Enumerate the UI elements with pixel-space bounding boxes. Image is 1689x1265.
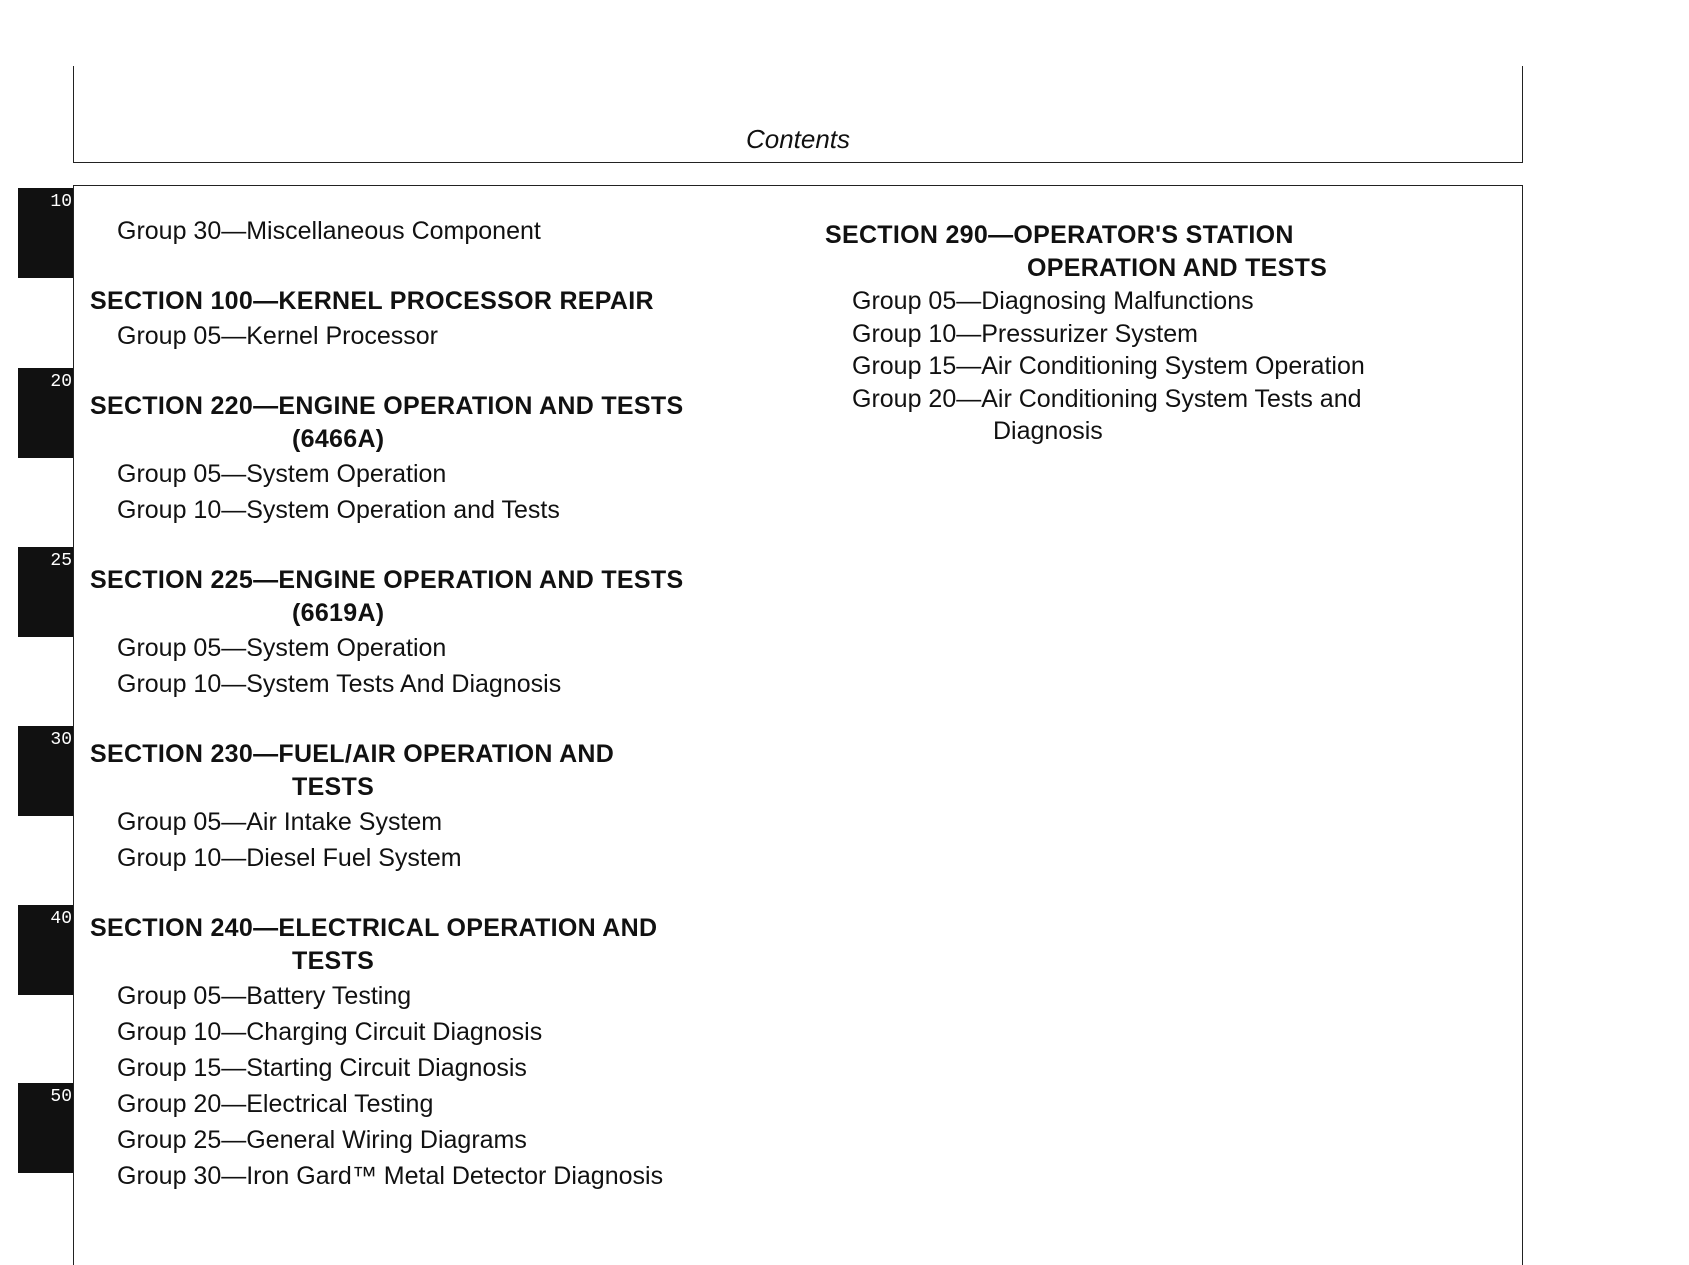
section-heading-line: TESTS [292,947,375,975]
contents-right-column [825,219,1505,448]
group-entry[interactable]: Group 05—Air Intake System [117,808,443,836]
section-heading-line: (6466A) [292,425,385,453]
tab-label: 20 [50,372,72,392]
group-entry[interactable]: Group 10—Pressurizer System [852,319,1198,348]
group-entry-continuation: Diagnosis [993,417,1103,445]
tab-label: 40 [50,909,72,929]
section-heading-line: SECTION 100—KERNEL PROCESSOR REPAIR [90,287,654,315]
group-entry[interactable]: Group 15—Air Conditioning System Operation [852,352,1365,380]
section-tab[interactable] [18,726,74,816]
section-100-block [90,285,790,354]
section-tab[interactable] [18,368,74,458]
section-tab[interactable] [18,188,74,278]
section-heading[interactable] [90,564,790,630]
section-heading-line: SECTION 230—FUEL/AIR OPERATION AND [90,740,615,768]
group-entry[interactable]: Group 05—Kernel Processor [117,322,438,350]
group-entry[interactable]: Group 10—Diesel Fuel System [117,844,462,872]
group-entry[interactable]: Group 15—Starting Circuit Diagnosis [117,1054,527,1082]
tab-label: 30 [50,730,72,750]
section-230-block [90,738,790,876]
section-heading[interactable] [90,285,790,318]
tab-label: 10 [50,192,72,212]
page-title: Contents [745,124,851,154]
section-tab[interactable] [18,905,74,995]
group-entry[interactable]: Group 30—Miscellaneous Component [117,217,541,245]
section-heading-line: TESTS [292,773,375,801]
section-heading[interactable] [90,912,790,978]
section-heading[interactable] [90,390,790,456]
group-entry[interactable]: Group 10—Charging Circuit Diagnosis [117,1018,543,1046]
group-entry[interactable]: Group 20—Air Conditioning System Tests and [852,384,1362,413]
section-heading-line: SECTION 225—ENGINE OPERATION AND TESTS [90,566,684,594]
group-entry[interactable]: Group 25—General Wiring Diagrams [117,1126,527,1154]
group-entry[interactable]: Group 30—Iron Gard™ Metal Detector Diagnosis [117,1162,664,1190]
section-heading-line: OPERATION AND TESTS [1027,254,1328,282]
section-heading[interactable] [90,738,790,804]
group-entry[interactable]: Group 10—System Operation and Tests [117,496,560,524]
lead-group-block [90,213,790,249]
contents-left-column [90,213,790,1230]
section-tab[interactable] [18,1083,74,1173]
tab-label: 25 [50,551,72,571]
group-entry[interactable]: Group 10—System Tests And Diagnosis [117,670,562,698]
tab-label: 50 [50,1087,72,1107]
section-tab[interactable] [18,547,74,637]
section-heading-line: SECTION 220—ENGINE OPERATION AND TESTS [90,392,684,420]
section-240-block [90,912,790,1194]
group-entry[interactable]: Group 20—Electrical Testing [117,1090,434,1118]
header-frame [73,66,1523,163]
group-entry[interactable]: Group 05—System Operation [117,460,447,488]
section-225-block [90,564,790,702]
section-heading-line: (6619A) [292,599,385,627]
section-heading-line: SECTION 240—ELECTRICAL OPERATION AND [90,914,658,942]
group-entry[interactable]: Group 05—System Operation [117,634,447,662]
section-heading[interactable] [825,219,1505,285]
group-entry[interactable]: Group 05—Diagnosing Malfunctions [852,287,1254,315]
section-220-block [90,390,790,528]
group-entry[interactable]: Group 05—Battery Testing [117,982,412,1010]
section-heading-line: SECTION 290—OPERATOR'S STATION [825,221,1294,249]
